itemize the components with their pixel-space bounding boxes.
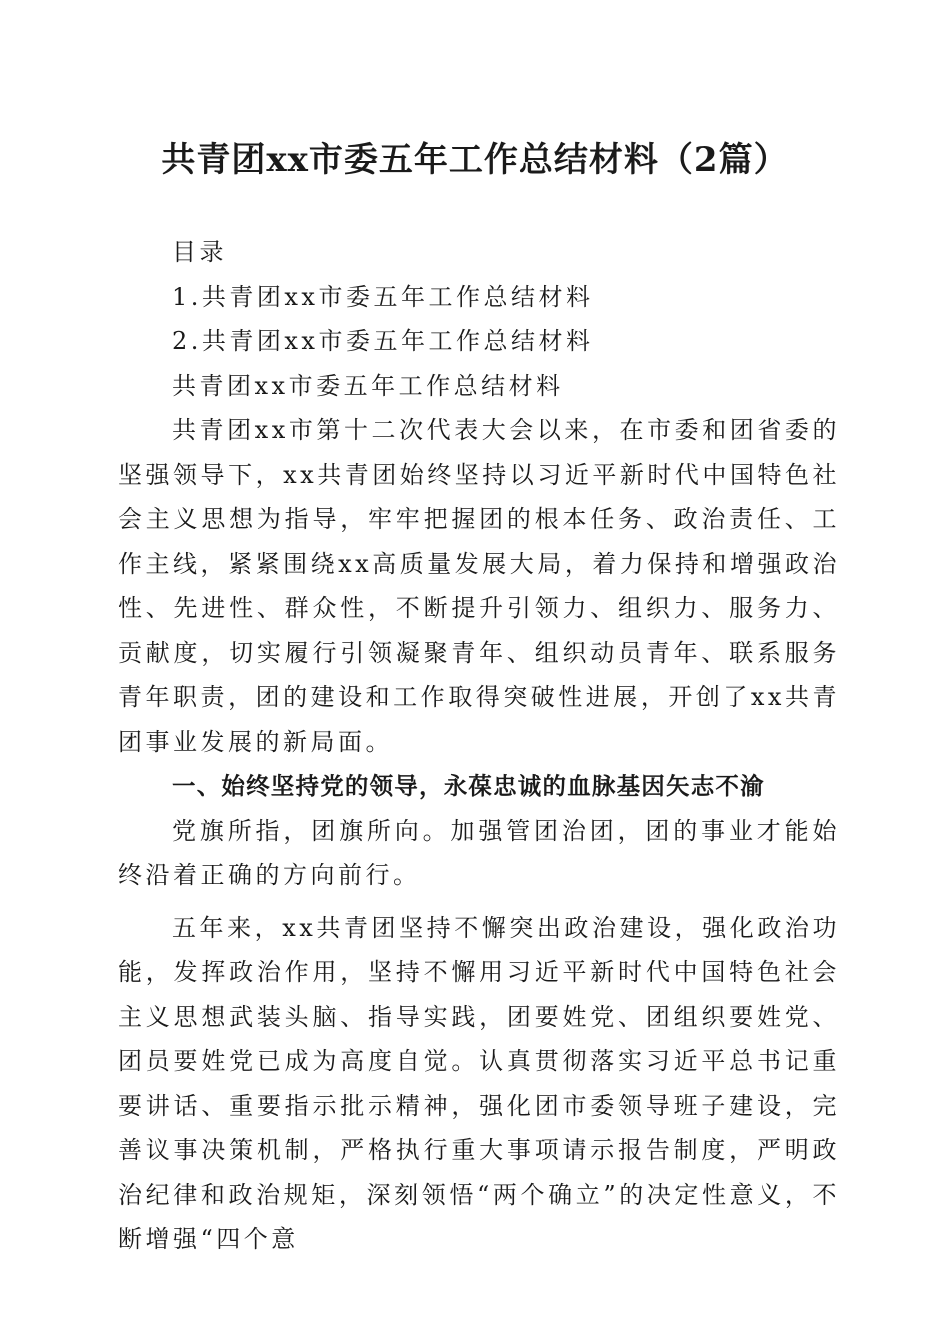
section-paragraph-2: 五年来，xx共青团坚持不懈突出政治建设，强化政治功能，发挥政治作用，坚持不懈用习近平新时代中国特色社会主义思想武装头脑、指导实践，团要姓党、团组织要姓党、团员要姓党已成为高度自觉。认真贯彻落实习近平总书记重要讲话、重要指示批示精神，强化团市委领导班子建设，完善议事决策机制，严格执行重大事项请示报告制度，严明政治纪律和政治规矩，深刻领悟“两个确立”的决定性意义，不断增强“四个意 [118, 913, 840, 1253]
intro-paragraph: 共青团xx市第十二次代表大会以来，在市委和团省委的坚强领导下，xx共青团始终坚持以习近平新时代中国特色社会主义思想为指导，牢牢把握团的根本任务、政治责任、工作主线，紧紧围绕xx高质量发展大局，着力保持和增强政治性、先进性、群众性，不断提升引领力、组织力、服务力、贡献度，切实履行引领凝聚青年、组织动员青年、联系服务青年职责，团的建设和工作取得突破性进展，开创了xx共青团事业发展的新局面。 [118, 416, 840, 756]
paragraph-gap [118, 898, 840, 906]
toc-label: 目录 [172, 238, 227, 266]
article-title: 共青团xx市委五年工作总结材料 [172, 371, 564, 400]
document-title: 共青团xx市委五年工作总结材料（2篇） [161, 140, 789, 180]
document-body [118, 230, 840, 1262]
toc-item-1: 1.共青团xx市委五年工作总结材料 [172, 282, 594, 311]
section-heading: 一、始终坚持党的领导，永葆忠诚的血脉基因矢志不渝 [172, 772, 765, 800]
toc-item-2: 2.共青团xx市委五年工作总结材料 [172, 327, 594, 355]
section-paragraph-1: 党旗所指，团旗所向。加强管团治团，团的事业才能始终沿着正确的方向前行。 [118, 816, 840, 889]
